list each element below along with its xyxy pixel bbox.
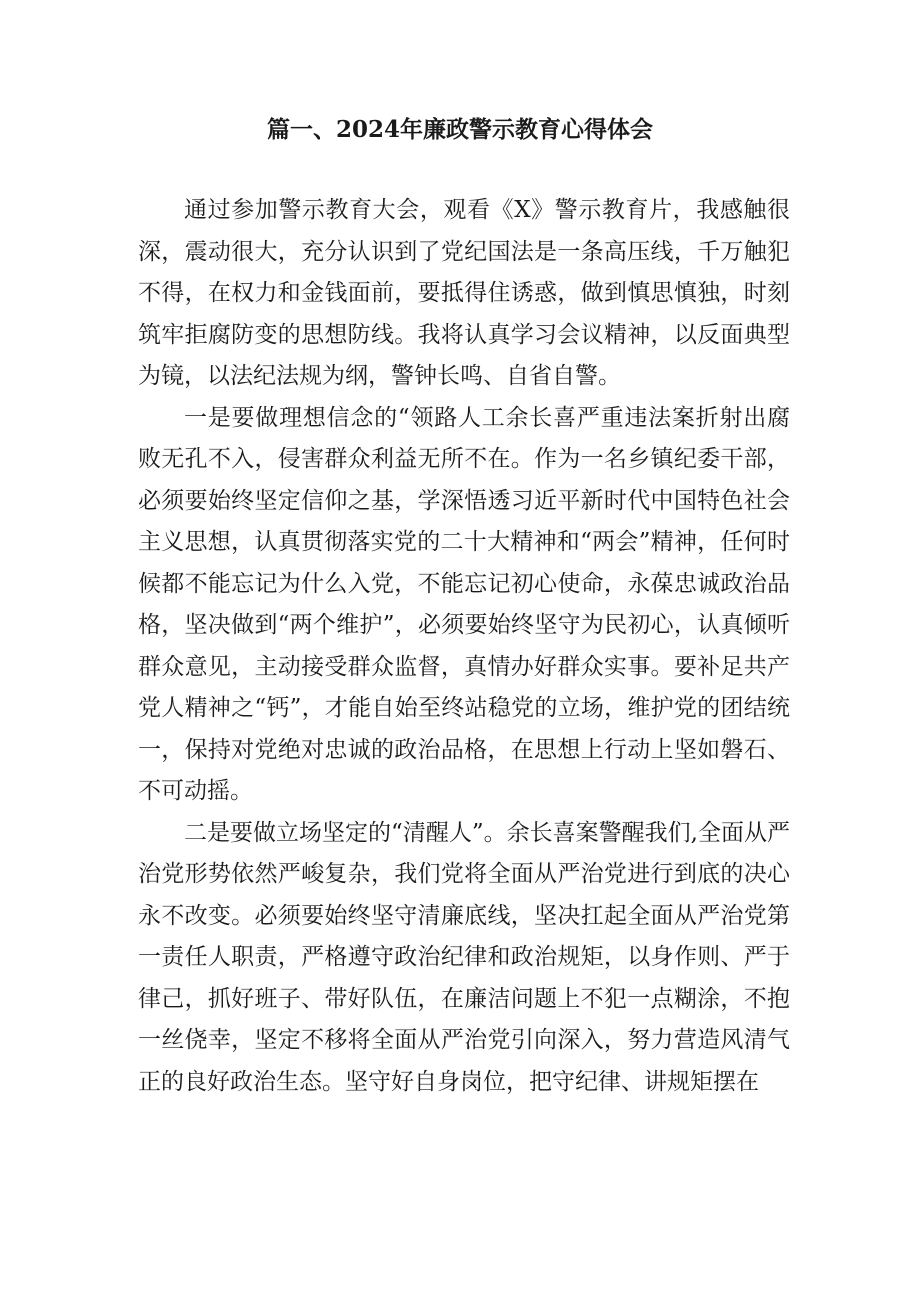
paragraph-point-one: 一是要做理想信念的“领路人工余长喜严重违法案折射出腐败无孔不入，侵害群众利益无所不在。作为一名乡镇纪委干部，必须要始终坚定信仰之基，学深悟透习近平新时代中国特色社会主义思想，认真贯彻落实党的二十大精神和“两会”精神，任何时候都不能忘记为什么入党，不能忘记初心使命，永葆忠诚政治品格，坚决做到“两个维护”，必须要始终坚守为民初心，认真倾听群众意见，主动接受群众监督，真情办好群众实事。要补足共产党人精神之“钙”，才能自始至终站稳党的立场，维护党的团结统一，保持对党绝对忠诚的政治品格，在思想上行动上坚如磐石、不可动摇。 xyxy=(138,404,790,804)
paragraph-intro: 通过参加警示教育大会，观看《X》警示教育片，我感触很深，震动很大，充分认识到了党纪国法是一条高压线，千万触犯不得，在权力和金钱面前，要抵得住诱惑，做到慎思慎独，时刻筑牢拒腐防变的思想防线。我将认真学习会议精神，以反面典型为镜，以法纪法规为纲，警钟长鸣、自省自警。 xyxy=(138,197,790,389)
document-title: 篇一、2024年廉政警示教育心得体会 xyxy=(266,116,653,143)
paragraph-point-two: 二是要做立场坚定的“清醒人”。余长喜案警醒我们,全面从严治党形势依然严峻复杂，我们党将全面从严治党进行到底的决心永不改变。必须要始终坚守清廉底线，坚决扛起全面从严治党第一责任人职责，严格遵守政治纪律和政治规矩，以身作则、严于律己，抓好班子、带好队伍，在廉洁问题上不犯一点糊涂，不抱一丝侥幸，坚定不移将全面从严治党引向深入，努力营造风清气正的良好政治生态。坚守好自身岗位，把守纪律、讲规矩摆在 xyxy=(138,819,790,1095)
document-body xyxy=(138,190,790,1103)
